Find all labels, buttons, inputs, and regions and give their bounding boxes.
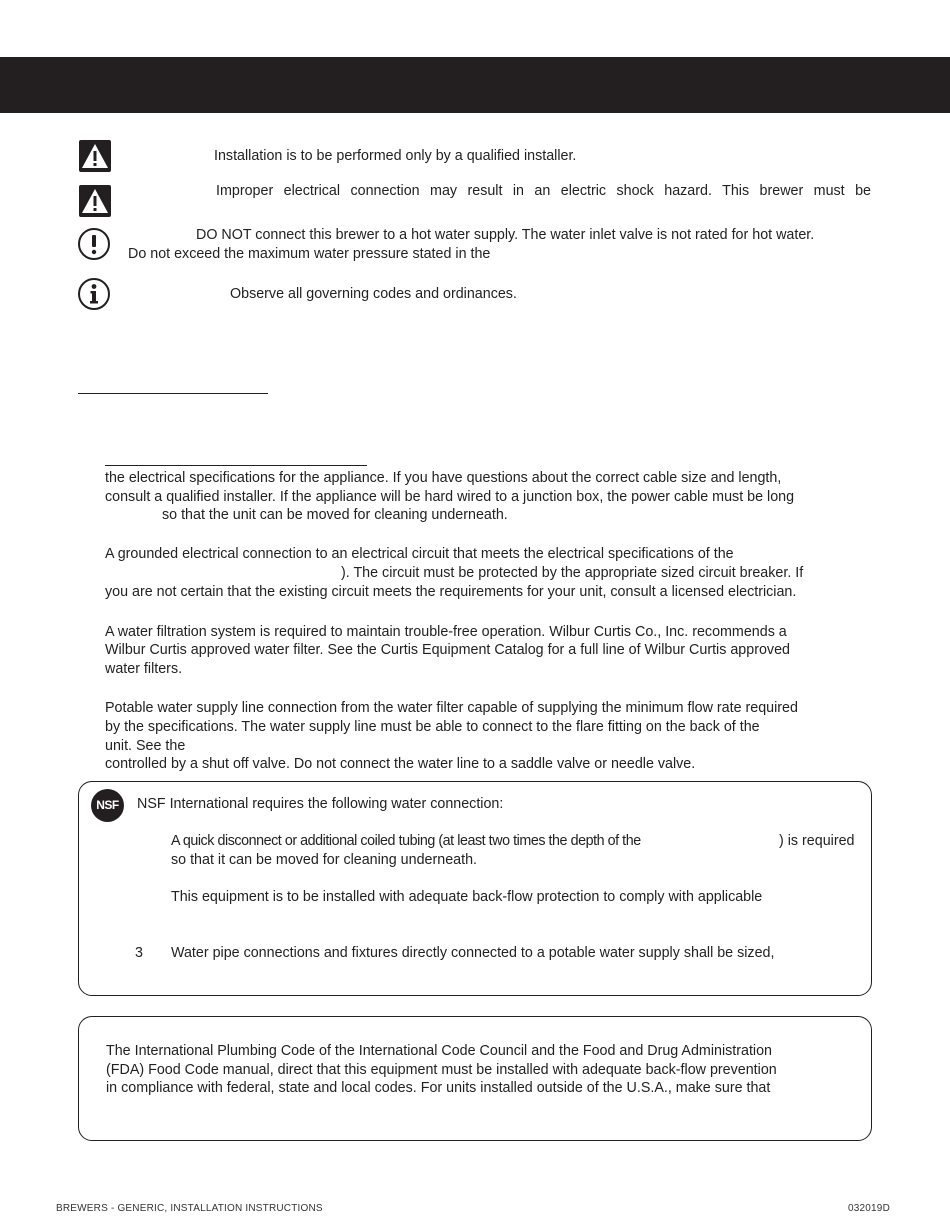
- plumbing-code-line-1: The International Plumbing Code of the International Code Council and the Food and Drug Administration: [106, 1043, 773, 1059]
- water-filtration-line-1: A water filtration system is required to maintain trouble-free operation. Wilbur Curtis Co., Inc. recommends a: [105, 624, 787, 640]
- warning-triangle-icon: [78, 139, 112, 173]
- power-cable-line-1: the electrical specifications for the appliance. If you have questions about the correct cable size and length,: [105, 470, 782, 486]
- water-filtration-line-3: water filters.: [105, 661, 183, 677]
- subheading-rule: [105, 465, 367, 466]
- nsf-item-3-number: 3: [135, 945, 143, 961]
- water-supply-line-2: by the specifications. The water supply line must be able to connect to the flare fitting on the back of the: [105, 719, 760, 735]
- power-cable-line-2: consult a qualified installer. If the appliance will be hard wired to a junction box, the power cable must be long: [105, 489, 795, 505]
- nsf-item-2: This equipment is to be installed with adequate back-flow protection to comply with applicable: [171, 889, 763, 905]
- header-bar: [0, 57, 950, 113]
- section-heading-rule: [78, 393, 268, 394]
- info-icon: [77, 277, 111, 311]
- grounded-connection-line-2: ). The circuit must be protected by the appropriate sized circuit breaker. If: [341, 565, 804, 581]
- water-supply-line-1: Potable water supply line connection from the water filter capable of supplying the minimum flow rate required: [105, 700, 798, 716]
- caution-exclamation-icon: [77, 227, 111, 261]
- water-supply-line-3: unit. See the: [105, 738, 186, 754]
- power-cable-line-3: so that the unit can be moved for cleaning underneath.: [162, 507, 508, 523]
- nsf-logo: NSF: [91, 789, 124, 822]
- caution-hot-water: DO NOT connect this brewer to a hot water supply. The water inlet valve is not rated for hot water.: [196, 227, 815, 243]
- plumbing-code-line-3: in compliance with federal, state and local codes. For units installed outside of the U.S.A., make sure that: [106, 1080, 771, 1096]
- plumbing-code-line-2: (FDA) Food Code manual, direct that this equipment must be installed with adequate back-flow prevention: [106, 1062, 777, 1078]
- grounded-connection-line-1: A grounded electrical connection to an electrical circuit that meets the electrical specifications of the: [105, 546, 734, 562]
- water-filtration-line-2: Wilbur Curtis approved water filter. See the Curtis Equipment Catalog for a full line of Wilbur Curtis approved: [105, 642, 790, 658]
- warning-qualified-installer: Installation is to be performed only by a qualified installer.: [214, 148, 577, 164]
- grounded-connection-line-3: you are not certain that the existing circuit meets the requirements for your unit, consult a licensed electrician.: [105, 584, 797, 600]
- nsf-item-1-line-1a: A quick disconnect or additional coiled tubing (at least two times the depth of the: [171, 833, 641, 849]
- caution-water-pressure: Do not exceed the maximum water pressure stated in the: [128, 246, 491, 262]
- nsf-intro: NSF International requires the following water connection:: [137, 796, 504, 812]
- nsf-item-1-line-1b: ) is required: [779, 833, 855, 849]
- info-governing-codes: Observe all governing codes and ordinances.: [230, 286, 517, 302]
- nsf-item-3: Water pipe connections and fixtures directly connected to a potable water supply shall be sized,: [171, 945, 775, 961]
- footer-document-code: 032019D: [848, 1203, 890, 1214]
- warning-triangle-icon: [78, 184, 112, 218]
- footer-document-title: BREWERS - GENERIC, INSTALLATION INSTRUCTIONS: [56, 1203, 323, 1214]
- warning-electrical-hazard: Improper electrical connection may result in an electric shock hazard. This brewer must be: [216, 183, 871, 199]
- nsf-item-1-line-2: so that it can be moved for cleaning underneath.: [171, 852, 477, 868]
- water-supply-line-4: controlled by a shut off valve. Do not connect the water line to a saddle valve or needle valve.: [105, 756, 696, 772]
